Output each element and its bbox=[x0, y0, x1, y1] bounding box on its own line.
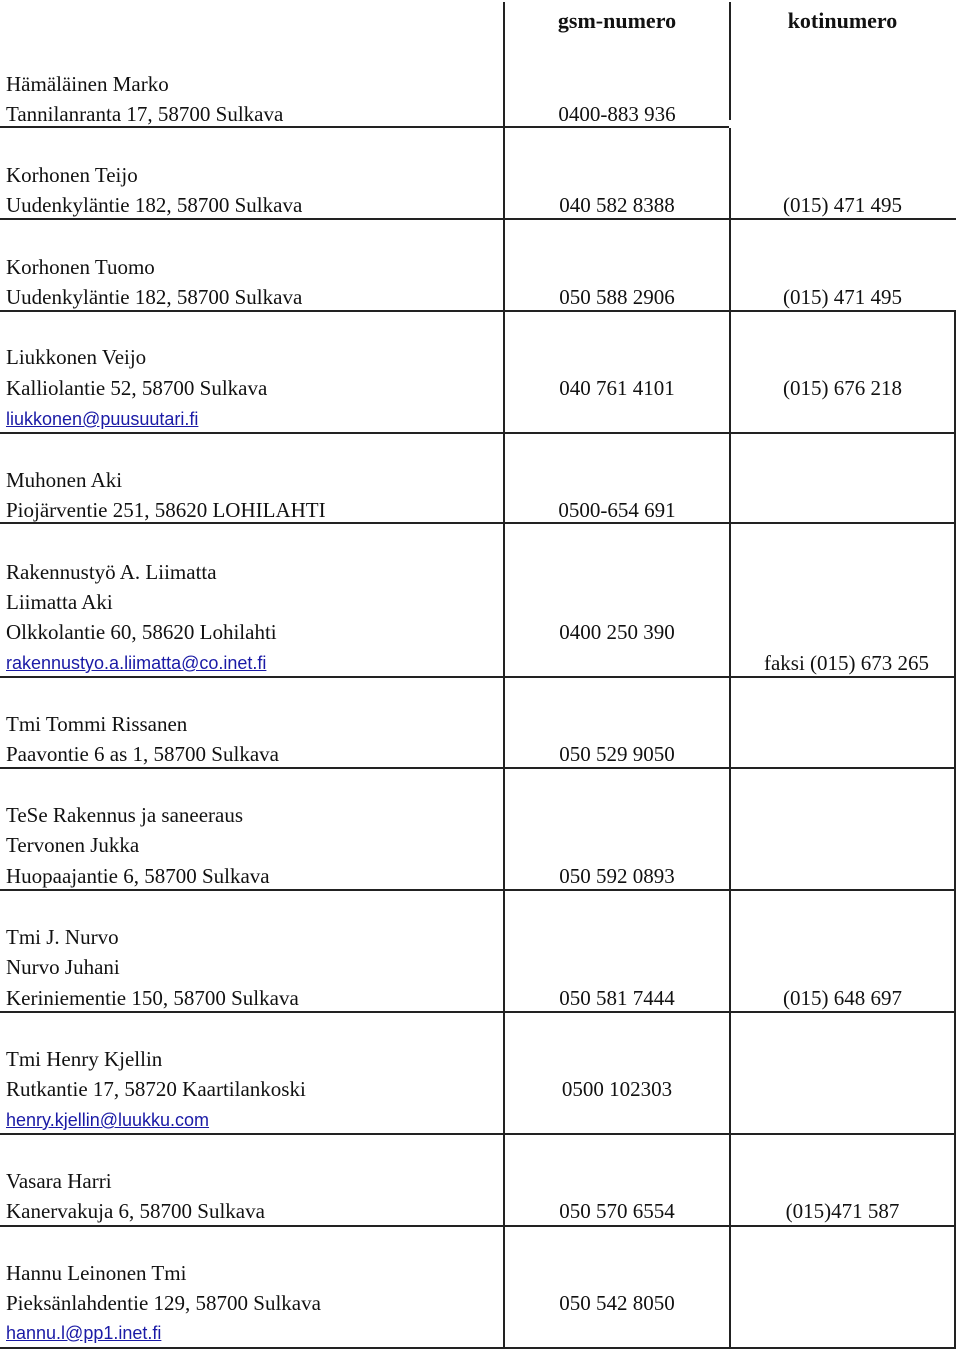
row-divider bbox=[0, 432, 956, 434]
entry-line: Tmi Tommi Rissanen bbox=[6, 712, 188, 736]
entry-line: Olkkolantie 60, 58620 Lohilahti bbox=[6, 620, 277, 644]
entry-line: Hämäläinen Marko bbox=[6, 72, 169, 96]
entry-line: Rutkantie 17, 58720 Kaartilankoski bbox=[6, 1077, 306, 1101]
gsm-number: 040 761 4101 bbox=[559, 376, 675, 400]
entry-line: Huopaajantie 6, 58700 Sulkava bbox=[6, 864, 270, 888]
entry-line: Muhonen Aki bbox=[6, 468, 123, 492]
home-number: (015) 471 495 bbox=[783, 193, 902, 217]
row-divider bbox=[0, 1133, 956, 1135]
gsm-number: 050 529 9050 bbox=[559, 742, 675, 766]
header-gsm: gsm-numero bbox=[557, 8, 677, 33]
gsm-number: 050 592 0893 bbox=[559, 864, 675, 888]
gsm-number: 0500 102303 bbox=[561, 1077, 673, 1101]
entry-line: Korhonen Tuomo bbox=[6, 255, 155, 279]
entry-line: Uudenkyläntie 182, 58700 Sulkava bbox=[6, 193, 303, 217]
home-number: (015)471 587 bbox=[785, 1199, 900, 1223]
gsm-number: 040 582 8388 bbox=[559, 193, 675, 217]
entry-line: Vasara Harri bbox=[6, 1169, 112, 1193]
entry-line: Korhonen Teijo bbox=[6, 163, 138, 187]
email-link[interactable]: rakennustyo.a.liimatta@co.inet.fi bbox=[6, 653, 267, 673]
email-link[interactable]: liukkonen@puusuutari.fi bbox=[6, 409, 199, 429]
entry-line: Tervonen Jukka bbox=[6, 833, 140, 857]
gsm-number: 050 588 2906 bbox=[559, 285, 675, 309]
gsm-number: 0400 250 390 bbox=[559, 620, 675, 644]
row-divider bbox=[0, 1347, 956, 1349]
header-koti: kotinumero bbox=[787, 8, 898, 33]
home-number: (015) 676 218 bbox=[783, 376, 902, 400]
entry-line: Uudenkyläntie 182, 58700 Sulkava bbox=[6, 285, 303, 309]
entry-line: Piojärventie 251, 58620 LOHILAHTI bbox=[6, 498, 326, 522]
column-divider-right bbox=[954, 312, 956, 1349]
gsm-number: 050 542 8050 bbox=[559, 1291, 675, 1315]
entry-line: TeSe Rakennus ja saneeraus bbox=[6, 803, 244, 827]
entry-line: Liukkonen Veijo bbox=[6, 345, 147, 369]
fax-number: faksi (015) 673 265 bbox=[763, 651, 930, 675]
entry-line: Liimatta Aki bbox=[6, 590, 113, 614]
gsm-number: 0400-883 936 bbox=[558, 102, 676, 126]
entry-line: Tmi J. Nurvo bbox=[6, 925, 119, 949]
home-number: (015) 471 495 bbox=[783, 285, 902, 309]
email-link[interactable]: hannu.l@pp1.inet.fi bbox=[6, 1323, 162, 1343]
entry-line: Nurvo Juhani bbox=[6, 955, 120, 979]
gsm-number: 0500-654 691 bbox=[558, 498, 676, 522]
entry-line: Rakennustyö A. Liimatta bbox=[6, 560, 217, 584]
entry-line: Tmi Henry Kjellin bbox=[6, 1047, 163, 1071]
entry-line: Pieksänlahdentie 129, 58700 Sulkava bbox=[6, 1291, 321, 1315]
email-link[interactable]: henry.kjellin@luukku.com bbox=[6, 1110, 210, 1130]
home-number: (015) 648 697 bbox=[783, 986, 902, 1010]
entry-line: Kanervakuja 6, 58700 Sulkava bbox=[6, 1199, 265, 1223]
entry-line: Tannilanranta 17, 58700 Sulkava bbox=[6, 102, 284, 126]
gsm-number: 050 581 7444 bbox=[559, 986, 675, 1010]
entry-line: Keriniementie 150, 58700 Sulkava bbox=[6, 986, 299, 1010]
gsm-number: 050 570 6554 bbox=[559, 1199, 675, 1223]
entry-line: Paavontie 6 as 1, 58700 Sulkava bbox=[6, 742, 279, 766]
entry-line: Hannu Leinonen Tmi bbox=[6, 1261, 187, 1285]
entry-line: Kalliolantie 52, 58700 Sulkava bbox=[6, 376, 268, 400]
